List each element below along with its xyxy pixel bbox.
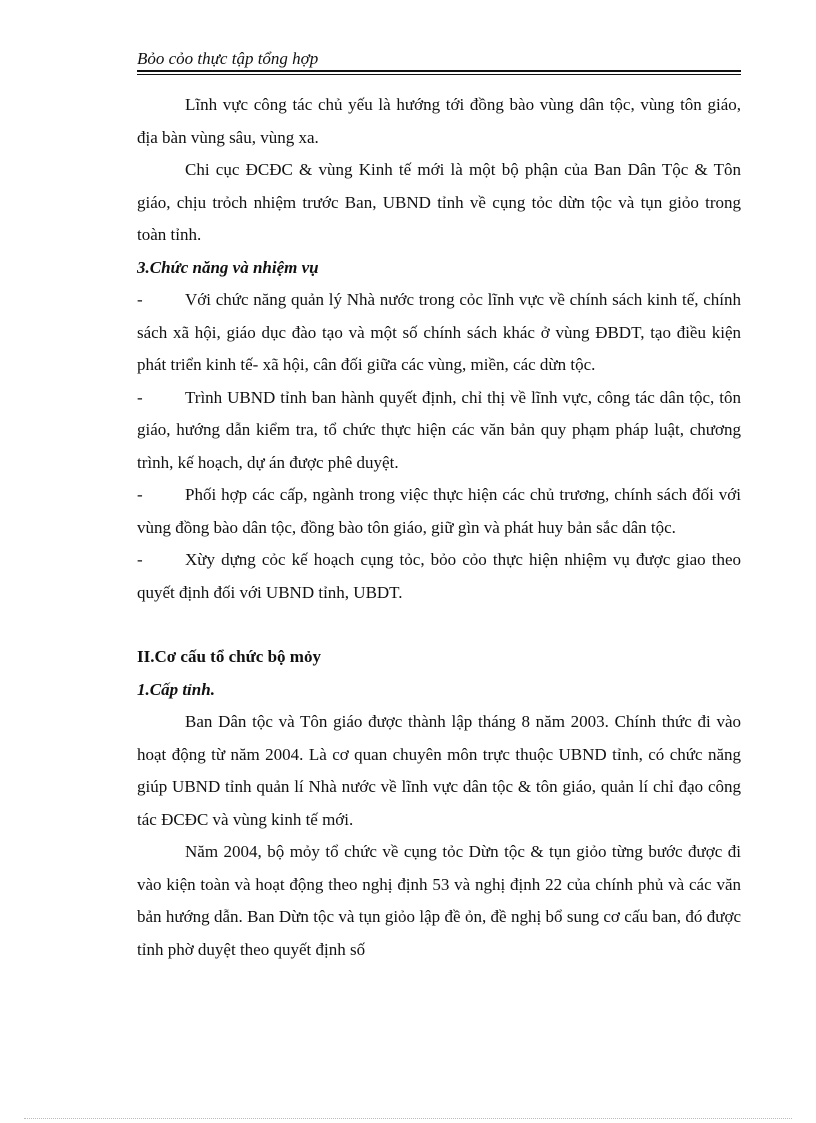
header-rule-thin [137,74,741,75]
page-header [137,48,741,75]
paragraph-subdepartment: Chi cục ĐCĐC & vùng Kinh tế mới là một bộ phận của Ban Dân Tộc & Tôn giáo, chịu trỏch nhiệm trước Ban, UBND tỉnh về cụng tỏc dừn tộc và tụn giỏo trong toàn tỉnh. [137,160,741,244]
section-spacer [137,609,741,641]
paragraph-2004: Năm 2004, bộ mỏy tổ chức về cụng tỏc Dừn tộc & tụn giỏo từng bước được đi vào kiện toàn và hoạt động theo nghị định 53 và nghị định 22 của chính phủ và các văn bản hướng dẫn. Ban Dừn tộc và tụn giỏo lập đề ỏn, đề nghị bổ sung cơ cấu ban, đó được tỉnh phờ duyệt theo quyết định số [137,842,741,959]
page-bottom-border [24,1118,792,1119]
heading-provincial-level: 1.Cấp tỉnh. [137,679,215,699]
bullet-marker: - [137,550,143,569]
bullet-marker: - [137,485,143,504]
paragraph-establishment: Ban Dân tộc và Tôn giáo được thành lập tháng 8 năm 2003. Chính thức đi vào hoạt động từ năm 2004. Là cơ quan chuyên môn trực thuộc UBND tỉnh, có chức năng giúp UBND tỉnh quản lí Nhà nước về lĩnh vực dân tộc & tôn giáo, quản lí chỉ đạo công tác ĐCĐC và vùng kinh tế mới. [137,712,741,829]
document-body [137,89,741,966]
header-title: Bỏo cỏo thực tập tổng hợp [137,49,319,68]
heading-org-structure: II.Cơ cấu tổ chức bộ mỏy [137,647,321,666]
bullet-marker: - [137,290,143,309]
bullet-text: Với chức năng quản lý Nhà nước trong cỏc lĩnh vực về chính sách kinh tế, chính sách xã hội, giáo dục đào tạo và một số chính sách khác ở vùng ĐBDT, tạo điều kiện phát triển kinh tế- xã hội, cân đối giữa các vùng, miền, các dừn tộc. [137,290,741,374]
bullet-item [137,382,741,480]
bullet-text: Trình UBND tỉnh ban hành quyết định, chỉ thị về lĩnh vực, công tác dân tộc, tôn giáo, hướng dẫn kiểm tra, tổ chức thực hiện các văn bản quy phạm pháp luật, chương trình, kế hoạch, dự án được phê duyệt. [137,387,741,472]
bullet-marker: - [137,387,143,407]
heading-functions-duties: 3.Chức năng và nhiệm vụ [137,257,319,277]
bullet-text: Phối hợp các cấp, ngành trong việc thực hiện các chủ trương, chính sách đối với vùng đồng bào dân tộc, đồng bào tôn giáo, giữ gìn và phát huy bản sắc dân tộc. [137,485,741,537]
bullet-text: Xừy dựng cỏc kế hoạch cụng tỏc, bỏo cỏo thực hiện nhiệm vụ được giao theo quyết định đối với UBND tỉnh, UBDT. [137,550,741,602]
bullet-item [137,284,741,382]
bullet-item [137,544,741,609]
paragraph-scope: Lĩnh vực công tác chủ yếu là hướng tới đồng bào vùng dân tộc, vùng tôn giáo, địa bàn vùng sâu, vùng xa. [137,95,741,147]
header-rule-thick [137,70,741,72]
bullet-item [137,479,741,544]
